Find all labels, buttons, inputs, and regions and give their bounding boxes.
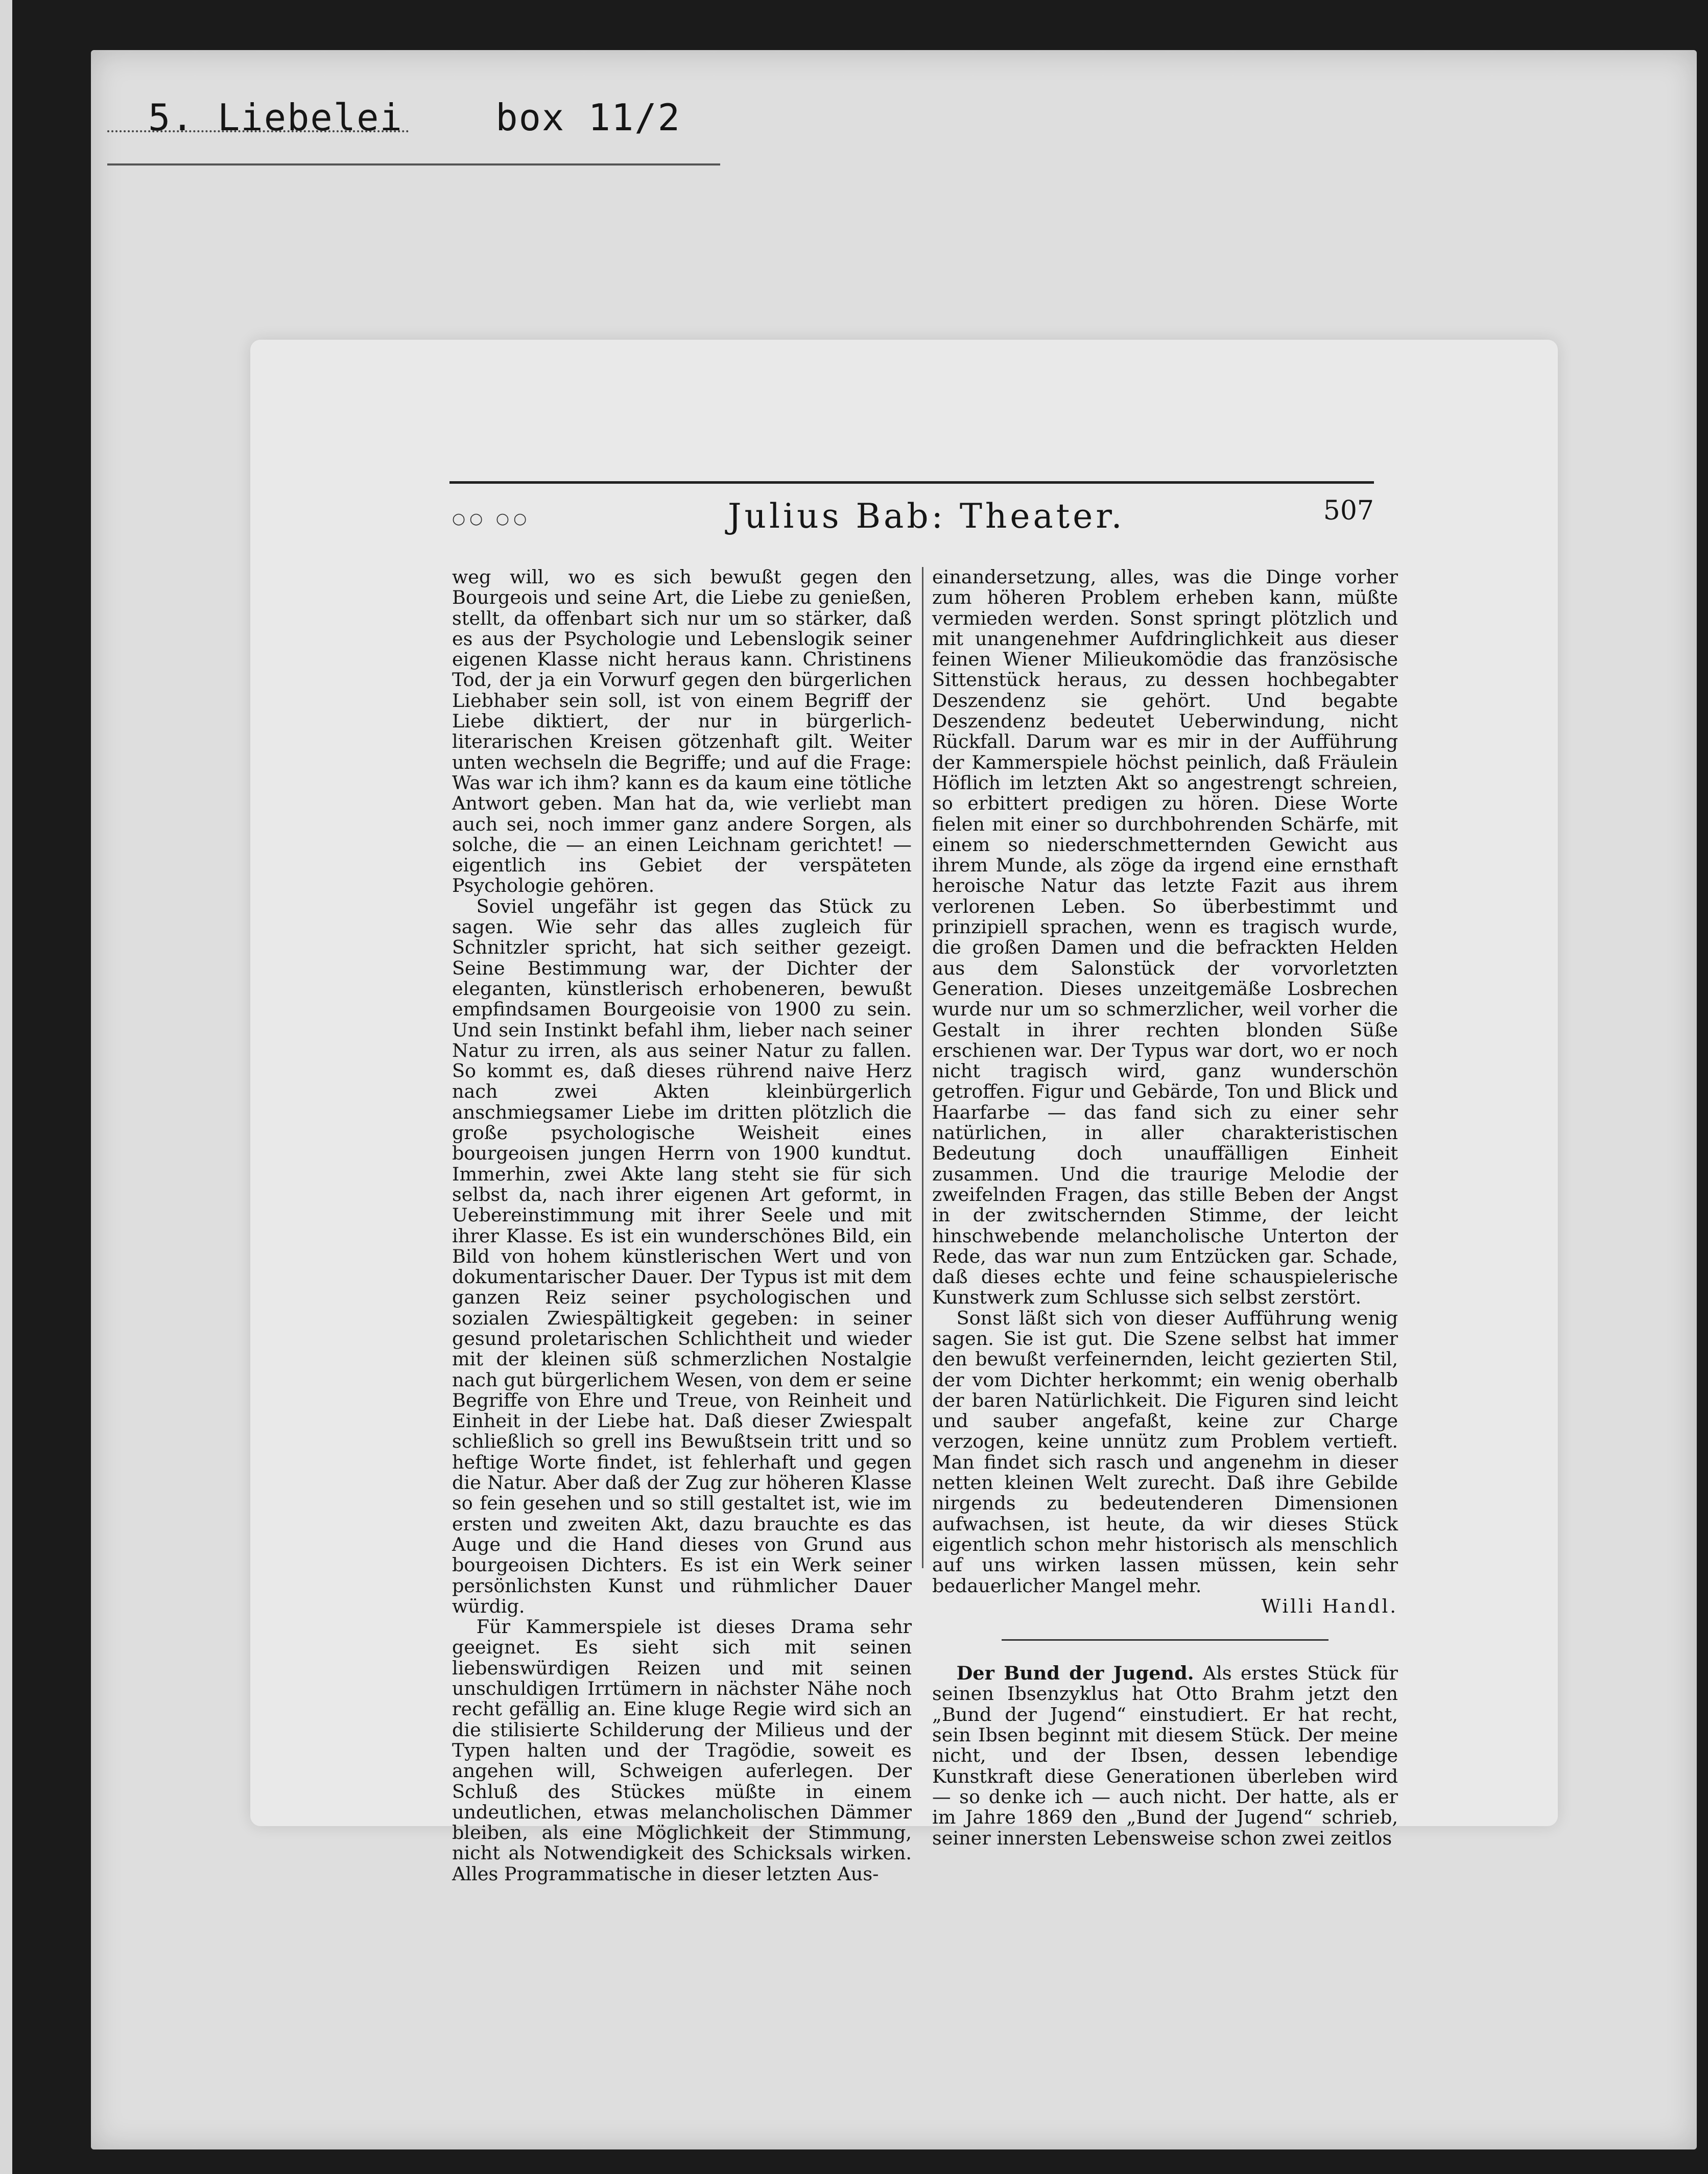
column-divider (922, 567, 923, 1568)
left-column (452, 567, 912, 1884)
author-signature: Willi Handl. (1261, 1595, 1398, 1617)
page-number: 507 (1323, 495, 1374, 526)
section-body: Als erstes Stück für seinen Ibsenzyklus hat Otto Brahm jetzt den „Bund der Jugend“ einstudiert. Er hat recht, sein Ibsen beginnt mit diesem Stück. Der meine nicht, und der Ibsen, dessen lebendige Kunstkraft diese Generationen überleben wird — so denke ich — auch nicht. Der hatte, als er im Jahre 1869 den „Bund der Jugend“ schrieb, seiner innersten Lebensweise schon zwei zeitlos (932, 1662, 1398, 1849)
scan-edge-strip (0, 0, 12, 2174)
right-paragraph-3 (932, 1663, 1398, 1849)
left-paragraph-3: Für Kammerspiele ist dieses Drama sehr geeignet. Es sieht sich mit seinen liebenswürdigen Reizen und mit seinen unschuldigen Irrtümern in nächster Nähe noch recht gefällig an. Eine kluge Regie wird sich an die stilisierte Schilderung der Milieus und der Typen halten und der Tragödie, soweit es angehen will, Schweigen auferlegen. Der Schluß des Stückes müßte in einem undeutlichen, etwas melancholischen Dämmer bleiben, als eine Möglichkeit der Stimmung, nicht als Notwendigkeit des Schicksals wirken. Alles Programmatische in dieser letzten Aus- (452, 1616, 912, 1885)
header-ornament: ○○ ○○ (452, 510, 531, 528)
right-paragraph-2: Sonst läßt sich von dieser Aufführung wenig sagen. Sie ist gut. Die Szene selbst hat immer den bewußt verfeinernden, leicht gezierten Stil, der vom Dichter herkommt; ein wenig oberhalb der baren Natürlichkeit. Die Figuren sind leicht und sauber angefaßt, keine zur Charge verzogen, keine unnütz zum Problem vertieft. Man findet sich rasch und angenehm in dieser netten kleinen Welt zurecht. Daß ihre Gebilde nirgends zu bedeutenderen Dimensionen aufwachsen, ist heute, da wir dieses Stück eigentlich schon mehr historisch als menschlich auf uns wirken lassen müssen, kein sehr bedauerlicher Mangel mehr. (932, 1307, 1398, 1597)
left-paragraph-1: weg will, wo es sich bewußt gegen den Bourgeois und seine Art, die Liebe zu genießen, stellt, da offenbart sich nur um so stärker, daß es aus der Psychologie und Lebenslogik seiner eigenen Klasse nicht heraus kann. Christinens Tod, der ja ein Vorwurf gegen den bürgerlichen Liebhaber sein soll, ist von einem Begriff der Liebe diktiert, der nur in bürgerlich-literarischen Kreisen götzenhaft gilt. Weiter unten wechseln die Begriffe; und auf die Frage: Was war ich ihm? kann es da kaum eine tötliche Antwort geben. Man hat da, wie verliebt man auch sei, noch immer ganz andere Sorgen, als solche, die — an einen Leichnam gerichtet! — eigentlich ins Gebiet der verspäteten Psychologie gehören. (452, 566, 912, 897)
archive-label (107, 91, 720, 162)
journal-title: Julius Bab: Theater. (728, 497, 1125, 536)
section-title: Der Bund der Jugend. (956, 1662, 1194, 1685)
archive-label-rule (107, 163, 720, 166)
left-paragraph-2: Soviel ungefähr ist gegen das Stück zu sagen. Wie sehr das alles zugleich für Schnitzler spricht, hat sich seither gezeigt. Seine Bestimmung war, der Dichter der eleganten, künstlerisch erhobeneren, bewußt empfindsamen Bourgeoisie von 1900 zu sein. Und sein Instinkt befahl ihm, lieber nach seiner Natur zu irren, als aus seiner Natur zu fallen. So kommt es, daß dieses rührend naive Herz nach zwei Akten kleinbürgerlich anschmiegsamer Liebe im dritten plötzlich die große psychologische Weisheit eines bourgeoisen jungen Herrn von 1900 kundtut. Immerhin, zwei Akte lang steht sie für sich selbst da, nach ihrer eigenen Art geformt, in Uebereinstimmung mit ihrer Seele und mit ihrer Klasse. Es ist ein wunderschönes Bild, ein Bild von hohem künstlerischen Wert und von dokumentarischer Dauer. Der Typus ist mit dem ganzen Reiz seiner psychologischen und sozialen Zwiespältigkeit gegeben: in seiner gesund proletarischen Schlichtheit und wieder mit der kleinen süß schmerzlichen Nostalgie nach gut bürgerlichem Wesen, von dem er seine Begriffe von Ehre und Treue, von Reinheit und Einheit in der Liebe hat. Daß dieser Zwiespalt schließlich so grell ins Bewußtsein tritt und so heftige Worte findet, ist fehlerhaft und gegen die Natur. Aber daß der Zug zur höheren Klasse so fein gesehen und so still gestaltet ist, wie im ersten und zweiten Akt, dazu brauchte es das Auge und die Hand dieses von Grund aus bourgeoisen Dichters. Es ist ein Werk seiner persönlichsten Kunst und rühmlicher Dauer würdig. (452, 895, 912, 1617)
archive-label-text: 5. Liebelei box 11/2 (148, 96, 681, 139)
right-column (932, 567, 1398, 1849)
right-paragraph-1: einandersetzung, alles, was die Dinge vorher zum höheren Problem erheben kann, müßte vermieden werden. Sonst springt plötzlich und mit unangenehmer Aufdringlichkeit aus dieser feinen Wiener Milieukomödie das französische Sittenstück heraus, zu dessen hochbegabter Deszendenz sie gehört. Und begabte Deszendenz bedeutet Ueberwindung, nicht Rückfall. Darum war es mir in der Aufführung der Kammerspiele höchst peinlich, daß Fräulein Höflich im letzten Akt so angestrengt schreien, so erbittert predigen zu hören. Diese Worte fielen mit einer so durchbohrenden Schärfe, mit einem so niederschmetternden Gewicht aus ihrem Munde, als zöge da irgend eine ernsthaft heroische Natur das letzte Fazit aus ihrem verlorenen Leben. So überbestimmt und prinzipiell sprachen, wenn es tragisch wurde, die großen Damen und die befrackten Helden aus dem Salonstück der vorvorletzten Generation. Dieses unzeitgemäße Losbrechen wurde nur um so schmerzlicher, weil vorher die Gestalt in ihrer rechten blonden Süße erschienen war. Der Typus war dort, wo er noch nicht tragisch wird, ganz wunderschön getroffen. Figur und Gebärde, Ton und Blick und Haarfarbe — das fand sich zu einer sehr natürlichen, in aller charakteristischen Bedeutung doch unauffälligen Einheit zusammen. Und die traurige Melodie der zweifelnden Fragen, das stille Beben der Angst in der zwitschernden Stimme, der leicht hinschwebende melancholische Unterton der Rede, das war nun zum Entzücken gar. Schade, daß dieses echte und feine schauspielerische Kunstwerk zum Schlusse sich selbst zerstört. (932, 566, 1398, 1309)
journal-header (449, 481, 1374, 548)
archive-label-dotted-underline (107, 130, 409, 132)
header-rule (449, 481, 1374, 484)
section-rule (1002, 1639, 1329, 1641)
